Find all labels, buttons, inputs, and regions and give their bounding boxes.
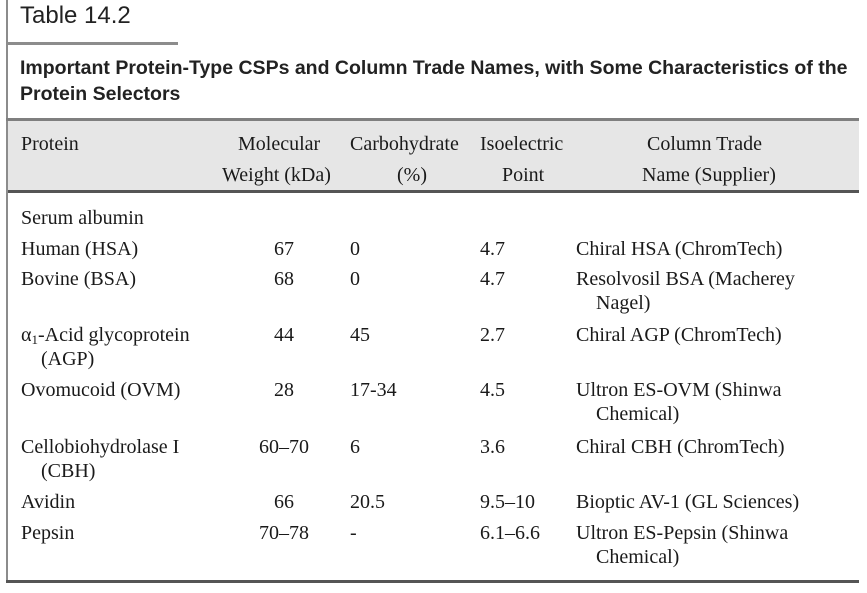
header-protein: Protein	[21, 133, 79, 155]
cell-mw: 68	[274, 268, 294, 290]
cell-protein: Avidin	[21, 491, 76, 513]
protein-name-rest: -Acid glycoprotein	[37, 324, 190, 346]
alpha-symbol: α	[21, 324, 32, 346]
header-col-line2: Name (Supplier)	[642, 164, 776, 186]
cell-protein: Bovine (BSA)	[21, 268, 136, 290]
cell-column: Chiral AGP (ChromTech)	[576, 324, 782, 346]
cell-pi: 4.7	[480, 268, 505, 290]
cell-mw: 28	[274, 379, 294, 401]
cell-pi: 2.7	[480, 324, 505, 346]
header-mw-line1: Molecular	[238, 133, 321, 155]
cell-mw: 60–70	[259, 436, 309, 458]
table-label: Table 14.2	[20, 2, 131, 29]
cell-protein-line2: (CBH)	[41, 460, 96, 482]
header-col-line1: Column Trade	[647, 133, 763, 155]
header-pi-line1: Isoelectric	[480, 133, 564, 155]
cell-carb: 0	[350, 268, 360, 290]
cell-column	[576, 521, 856, 569]
cell-column: Bioptic AV-1 (GL Sciences)	[576, 491, 800, 513]
header-carb-line2: (%)	[397, 164, 427, 186]
header-pi-line2: Point	[502, 164, 545, 186]
cell-pi: 4.7	[480, 238, 505, 260]
cell-protein: Human (HSA)	[21, 238, 139, 260]
cell-protein	[21, 435, 231, 483]
cell-column: Chiral CBH (ChromTech)	[576, 436, 785, 458]
cell-protein: Pepsin	[21, 522, 75, 544]
cell-pi: 4.5	[480, 379, 505, 401]
cell-carb: 17-34	[350, 379, 397, 401]
cell-column-line1: Resolvosil BSA (Macherey	[576, 268, 795, 290]
cell-column-line1: Ultron ES-Pepsin (Shinwa	[576, 522, 789, 544]
cell-mw: 44	[274, 324, 294, 346]
left-border-rule	[6, 0, 8, 582]
cell-column	[576, 267, 856, 315]
cell-pi: 9.5–10	[480, 491, 535, 513]
cell-carb: 0	[350, 238, 360, 260]
cell-column: Chiral HSA (ChromTech)	[576, 238, 783, 260]
header-bottom-rule	[8, 190, 859, 193]
table-caption: Important Protein-Type CSPs and Column Trade Names, with Some Characteristics of the Protein Selectors	[20, 57, 848, 105]
header-carb-line1: Carbohydrate	[350, 133, 459, 155]
cell-column	[576, 378, 856, 426]
cell-protein-line1	[21, 323, 231, 347]
cell-column-line1: Ultron ES-OVM (Shinwa	[576, 379, 782, 401]
cell-protein-line2: (AGP)	[41, 348, 95, 370]
cell-carb: -	[350, 522, 357, 544]
cell-protein: Ovomucoid (OVM)	[21, 379, 181, 401]
cell-column-line2: Chemical)	[596, 546, 680, 568]
cell-pi: 6.1–6.6	[480, 522, 540, 544]
cell-carb: 20.5	[350, 491, 385, 513]
cell-protein-line1: Cellobiohydrolase I	[21, 436, 180, 458]
cell-mw: 70–78	[259, 522, 309, 544]
cell-mw: 67	[274, 238, 294, 260]
header-mw-line2: Weight (kDa)	[222, 164, 331, 186]
group-label-serum-albumin: Serum albumin	[21, 207, 144, 229]
cell-protein	[21, 323, 231, 371]
cell-mw: 66	[274, 491, 294, 513]
table-bottom-rule	[6, 580, 859, 583]
subscript-1: 1	[31, 332, 38, 347]
cell-pi: 3.6	[480, 436, 505, 458]
cell-carb: 45	[350, 324, 370, 346]
cell-column-line2: Chemical)	[596, 403, 680, 425]
cell-column-line2: Nagel)	[596, 292, 651, 314]
label-underline-rule	[6, 42, 178, 45]
cell-carb: 6	[350, 436, 360, 458]
